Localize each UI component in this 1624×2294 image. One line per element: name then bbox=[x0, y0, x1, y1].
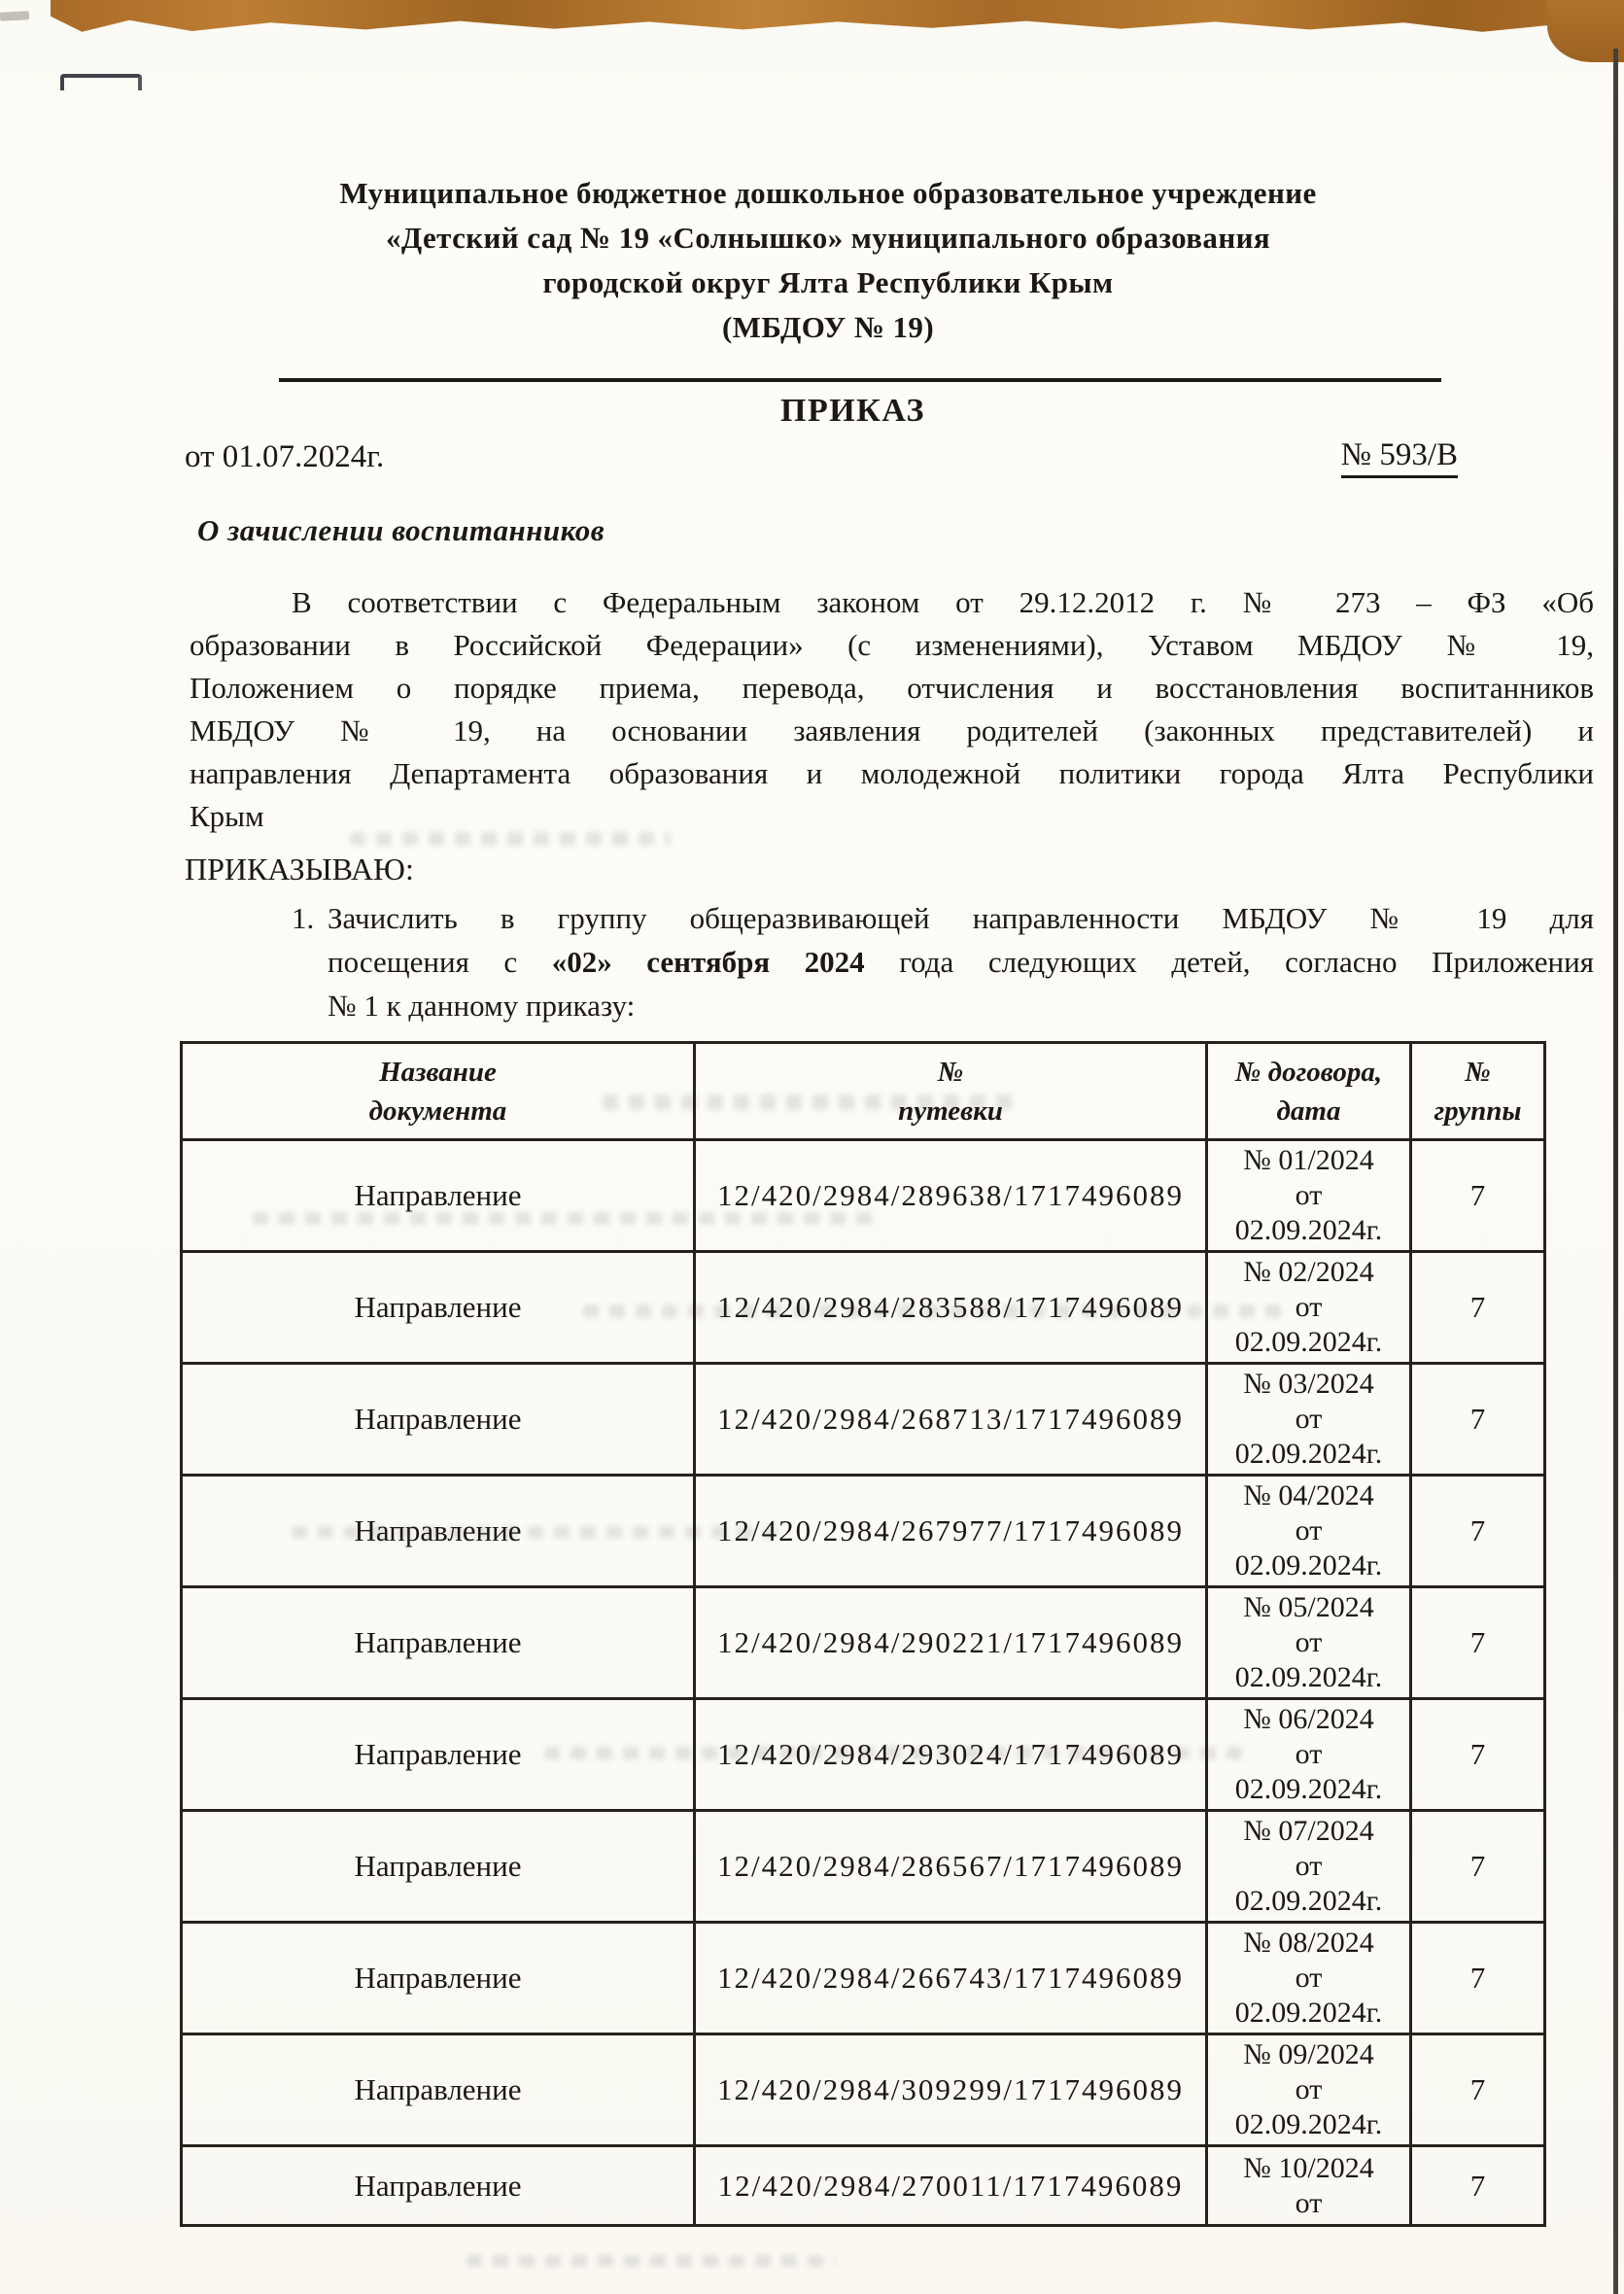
item-line bbox=[328, 940, 1594, 984]
staple-mark bbox=[60, 74, 142, 90]
order-item-1-number: 1. bbox=[292, 901, 315, 935]
cell-contract bbox=[1207, 1364, 1411, 1476]
table-row bbox=[182, 1140, 1545, 1252]
bleedthrough-smudge bbox=[466, 2255, 836, 2267]
column-header-line: Название bbox=[379, 1056, 497, 1088]
contract-line: 02.09.2024г. bbox=[1234, 1661, 1383, 1693]
cell-ticket-number: 12/420/2984/289638/1717496089 bbox=[695, 1140, 1207, 1252]
contract-line: 02.09.2024г. bbox=[1234, 1214, 1383, 1246]
contract-line: 02.09.2024г. bbox=[1234, 1885, 1383, 1917]
cell-document-name: Направление bbox=[182, 1476, 695, 1587]
item-line bbox=[328, 896, 1594, 940]
cell-contract bbox=[1207, 1923, 1411, 2034]
scan-artifact-sliver bbox=[0, 11, 29, 21]
cell-ticket-number: 12/420/2984/270011/1717496089 bbox=[695, 2146, 1207, 2226]
contract-line: № 08/2024 bbox=[1243, 1927, 1374, 1959]
cell-document-name: Направление bbox=[182, 1811, 695, 1923]
contract-line: № 10/2024 bbox=[1243, 2151, 1374, 2184]
organization-letterhead bbox=[185, 171, 1471, 350]
cell-group-number: 7 bbox=[1411, 1699, 1545, 1811]
column-header-4 bbox=[1411, 1043, 1545, 1140]
cell-document-name: Направление bbox=[182, 1364, 695, 1476]
order-item-1 bbox=[292, 896, 1594, 1027]
column-header-line: № договора, bbox=[1234, 1056, 1383, 1088]
contract-line: от bbox=[1295, 1179, 1323, 1211]
order-number bbox=[1147, 437, 1458, 473]
table-row bbox=[182, 2034, 1545, 2146]
cell-contract bbox=[1207, 1140, 1411, 1252]
contract-line: 02.09.2024г. bbox=[1234, 1549, 1383, 1581]
table-row bbox=[182, 1699, 1545, 1811]
column-header-line: № bbox=[937, 1056, 964, 1088]
cell-document-name: Направление bbox=[182, 1140, 695, 1252]
contract-line: 02.09.2024г. bbox=[1234, 2108, 1383, 2140]
cell-contract bbox=[1207, 1587, 1411, 1699]
order-number-value: № 593/В bbox=[1341, 437, 1458, 478]
contract-line: № 04/2024 bbox=[1243, 1479, 1374, 1512]
contract-line: № 09/2024 bbox=[1243, 2038, 1374, 2070]
contract-line: 02.09.2024г. bbox=[1234, 1326, 1383, 1358]
cell-document-name: Направление bbox=[182, 2034, 695, 2146]
enrollment-table bbox=[180, 1041, 1546, 2227]
cell-contract bbox=[1207, 1811, 1411, 1923]
column-header-line: дата bbox=[1276, 1095, 1341, 1127]
preamble-line: направления Департамента образования и молодежной политики города Ялта Республики bbox=[190, 756, 1594, 790]
cell-ticket-number: 12/420/2984/268713/1717496089 bbox=[695, 1364, 1207, 1476]
contract-line: 02.09.2024г. bbox=[1234, 1773, 1383, 1805]
table-row bbox=[182, 1476, 1545, 1587]
cell-ticket-number: 12/420/2984/286567/1717496089 bbox=[695, 1811, 1207, 1923]
table-row bbox=[182, 2146, 1545, 2226]
cell-ticket-number: 12/420/2984/283588/1717496089 bbox=[695, 1252, 1207, 1364]
contract-line: от bbox=[1295, 2073, 1323, 2105]
cell-document-name: Направление bbox=[182, 1252, 695, 1364]
column-header-line: путевки bbox=[898, 1095, 1003, 1127]
cell-group-number: 7 bbox=[1411, 1923, 1545, 2034]
org-name-line1: Муниципальное бюджетное дошкольное образовательное учреждение bbox=[339, 176, 1317, 210]
org-name-line4: (МБДОУ № 19) bbox=[721, 310, 935, 344]
org-name-line2: «Детский сад № 19 «Солнышко» муниципального образования bbox=[385, 221, 1271, 255]
cell-ticket-number: 12/420/2984/290221/1717496089 bbox=[695, 1587, 1207, 1699]
order-item-1-text bbox=[328, 896, 1594, 1027]
cell-group-number: 7 bbox=[1411, 1476, 1545, 1587]
cell-contract bbox=[1207, 1476, 1411, 1587]
cell-group-number: 7 bbox=[1411, 2146, 1545, 2226]
contract-line: № 01/2024 bbox=[1243, 1144, 1374, 1176]
table-row bbox=[182, 1364, 1545, 1476]
cell-group-number: 7 bbox=[1411, 2034, 1545, 2146]
contract-line: № 02/2024 bbox=[1243, 1256, 1374, 1288]
cell-ticket-number: 12/420/2984/293024/1717496089 bbox=[695, 1699, 1207, 1811]
cell-ticket-number: 12/420/2984/309299/1717496089 bbox=[695, 2034, 1207, 2146]
cell-contract bbox=[1207, 2034, 1411, 2146]
column-header-line: группы bbox=[1434, 1095, 1522, 1127]
contract-line: от bbox=[1295, 1962, 1323, 1994]
preamble-line: МБДОУ № 19, на основании заявления родителей (законных представителей) и bbox=[190, 713, 1594, 747]
item-text: года следующих детей, согласно Приложения bbox=[864, 945, 1594, 979]
order-date: от 01.07.2024г. bbox=[185, 439, 385, 474]
scanner-desk-strip bbox=[51, 0, 1624, 39]
column-header-line: документа bbox=[368, 1095, 507, 1127]
contract-line: 02.09.2024г. bbox=[1234, 1438, 1383, 1470]
cell-ticket-number: 12/420/2984/267977/1717496089 bbox=[695, 1476, 1207, 1587]
contract-line: 02.09.2024г. bbox=[1234, 1997, 1383, 2029]
cell-group-number: 7 bbox=[1411, 1252, 1545, 1364]
enrollment-table-header bbox=[182, 1043, 1545, 1140]
item-text: Зачислить в группу общеразвивающей направленности МБДОУ № 19 для bbox=[328, 901, 1594, 935]
item-bold-text: «02» сентября 2024 bbox=[551, 945, 865, 979]
cell-contract bbox=[1207, 1699, 1411, 1811]
preamble-line: Положением о порядке приема, перевода, отчисления и восстановления воспитанников bbox=[190, 671, 1594, 705]
item-line bbox=[328, 984, 1594, 1027]
contract-line: № 03/2024 bbox=[1243, 1368, 1374, 1400]
table-row bbox=[182, 1923, 1545, 2034]
contract-line: от bbox=[1295, 1626, 1323, 1658]
preamble-line: Крым bbox=[190, 799, 264, 833]
item-text: № 1 к данному приказу: bbox=[328, 989, 636, 1023]
contract-line: № 07/2024 bbox=[1243, 1815, 1374, 1847]
contract-line: № 05/2024 bbox=[1243, 1591, 1374, 1623]
table-row bbox=[182, 1587, 1545, 1699]
document-type-title: ПРИКАЗ bbox=[780, 393, 925, 429]
resolve-word: ПРИКАЗЫВАЮ: bbox=[185, 852, 414, 886]
cell-group-number: 7 bbox=[1411, 1364, 1545, 1476]
table-row bbox=[182, 1252, 1545, 1364]
contract-line: от bbox=[1295, 1850, 1323, 1882]
cell-ticket-number: 12/420/2984/266743/1717496089 bbox=[695, 1923, 1207, 2034]
table-row bbox=[182, 1811, 1545, 1923]
enrollment-table-body bbox=[182, 1140, 1545, 2226]
column-header-1 bbox=[182, 1043, 695, 1140]
column-header-2 bbox=[695, 1043, 1207, 1140]
cell-document-name: Направление bbox=[182, 1923, 695, 2034]
cell-contract bbox=[1207, 1252, 1411, 1364]
preamble-line: образовании в Российской Федерации» (с изменениями), Уставом МБДОУ № 19, bbox=[190, 628, 1594, 662]
order-preamble bbox=[190, 581, 1594, 838]
cell-contract bbox=[1207, 2146, 1411, 2226]
cell-group-number: 7 bbox=[1411, 1140, 1545, 1252]
contract-line: от bbox=[1295, 1738, 1323, 1770]
contract-line: от bbox=[1295, 1291, 1323, 1323]
contract-line: от bbox=[1295, 2186, 1323, 2219]
cell-document-name: Направление bbox=[182, 1587, 695, 1699]
contract-line: от bbox=[1295, 1514, 1323, 1547]
cell-group-number: 7 bbox=[1411, 1587, 1545, 1699]
cell-document-name: Направление bbox=[182, 2146, 695, 2226]
cell-group-number: 7 bbox=[1411, 1811, 1545, 1923]
column-header-line: № bbox=[1465, 1056, 1491, 1088]
header-row bbox=[182, 1043, 1545, 1140]
order-subject: О зачислении воспитанников bbox=[197, 513, 605, 547]
contract-line: от bbox=[1295, 1403, 1323, 1435]
cell-document-name: Направление bbox=[182, 1699, 695, 1811]
page-edge-shadow bbox=[1613, 49, 1618, 2294]
column-header-3 bbox=[1207, 1043, 1411, 1140]
item-text: посещения с bbox=[328, 945, 552, 979]
letterhead-divider-line bbox=[279, 378, 1441, 382]
contract-line: № 06/2024 bbox=[1243, 1703, 1374, 1735]
preamble-line: В соответствии с Федеральным законом от 29.12.2012 г. № 273 – ФЗ «Об bbox=[292, 585, 1594, 619]
org-name-line3: городской округ Ялта Республики Крым bbox=[542, 265, 1114, 299]
